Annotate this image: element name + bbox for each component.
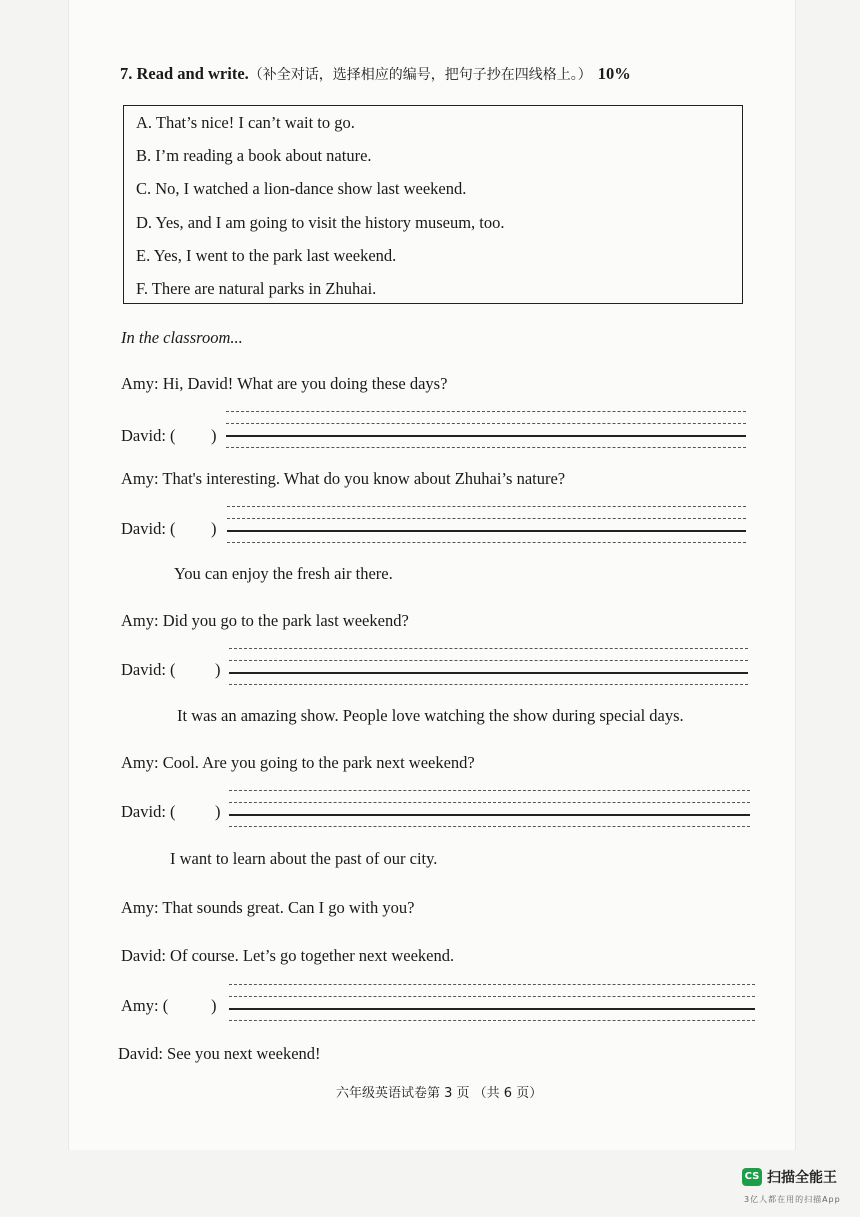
option-a: A. That’s nice! I can’t wait to go. <box>136 113 355 132</box>
dialogue-line-7: David: See you next weekend! <box>118 1044 321 1063</box>
question-title-cn: （补全对话，选择相应的编号，把句子抄在四线格上。） <box>248 67 592 83</box>
followup-2: You can enjoy the fresh air there. <box>174 564 393 583</box>
blank-3-speaker: David: ( <box>121 660 176 679</box>
dialogue-line-5: Amy: That sounds great. Can I go with you? <box>121 898 415 917</box>
option-f: F. There are natural parks in Zhuhai. <box>136 279 377 298</box>
blank-2-close: ) <box>211 519 217 538</box>
dialogue-line-4: Amy: Cool. Are you going to the park next weekend? <box>121 753 475 772</box>
option-d: D. Yes, and I am going to visit the history museum, too. <box>136 213 505 232</box>
blank-5-speaker: Amy: ( <box>121 996 169 1015</box>
writing-lines-2[interactable] <box>227 506 746 546</box>
page-footer: 六年级英语试卷第 3 页 （共 6 页） <box>336 1086 543 1101</box>
followup-4: I want to learn about the past of our city. <box>170 849 438 868</box>
camscanner-name: 扫描全能王 <box>767 1170 837 1186</box>
dialogue-line-1: Amy: Hi, David! What are you doing these days? <box>121 374 448 393</box>
followup-3: It was an amazing show. People love watching the show during special days. <box>177 706 684 725</box>
blank-4-speaker: David: ( <box>121 802 176 821</box>
blank-1-speaker: David: ( <box>121 426 176 445</box>
writing-lines-1[interactable] <box>226 411 746 451</box>
blank-3-close: ) <box>215 660 221 679</box>
option-b: B. I’m reading a book about nature. <box>136 146 372 165</box>
writing-lines-4[interactable] <box>229 790 750 830</box>
dialogue-line-6: David: Of course. Let’s go together next weekend. <box>121 946 455 965</box>
blank-2-speaker: David: ( <box>121 519 176 538</box>
blank-1-close: ) <box>211 426 217 445</box>
option-c: C. No, I watched a lion-dance show last weekend. <box>136 179 467 198</box>
question-title-en: Read and write. <box>136 64 249 83</box>
dialogue-line-3: Amy: Did you go to the park last weekend? <box>121 611 409 630</box>
writing-lines-5[interactable] <box>229 984 755 1024</box>
writing-lines-3[interactable] <box>229 648 748 688</box>
options-box <box>123 105 743 304</box>
dialogue-line-2: Amy: That's interesting. What do you know about Zhuhai’s nature? <box>121 469 566 488</box>
camscanner-logo-icon: CS <box>742 1168 762 1186</box>
question-title <box>120 64 631 84</box>
camscanner-tagline: 3亿人都在用的扫描App <box>744 1195 841 1204</box>
blank-5-close: ) <box>211 996 217 1015</box>
question-points: 10% <box>597 64 631 83</box>
dialogue-setting: In the classroom... <box>121 328 243 347</box>
option-e: E. Yes, I went to the park last weekend. <box>136 246 397 265</box>
blank-4-close: ) <box>215 802 221 821</box>
question-number: 7. <box>120 64 133 83</box>
